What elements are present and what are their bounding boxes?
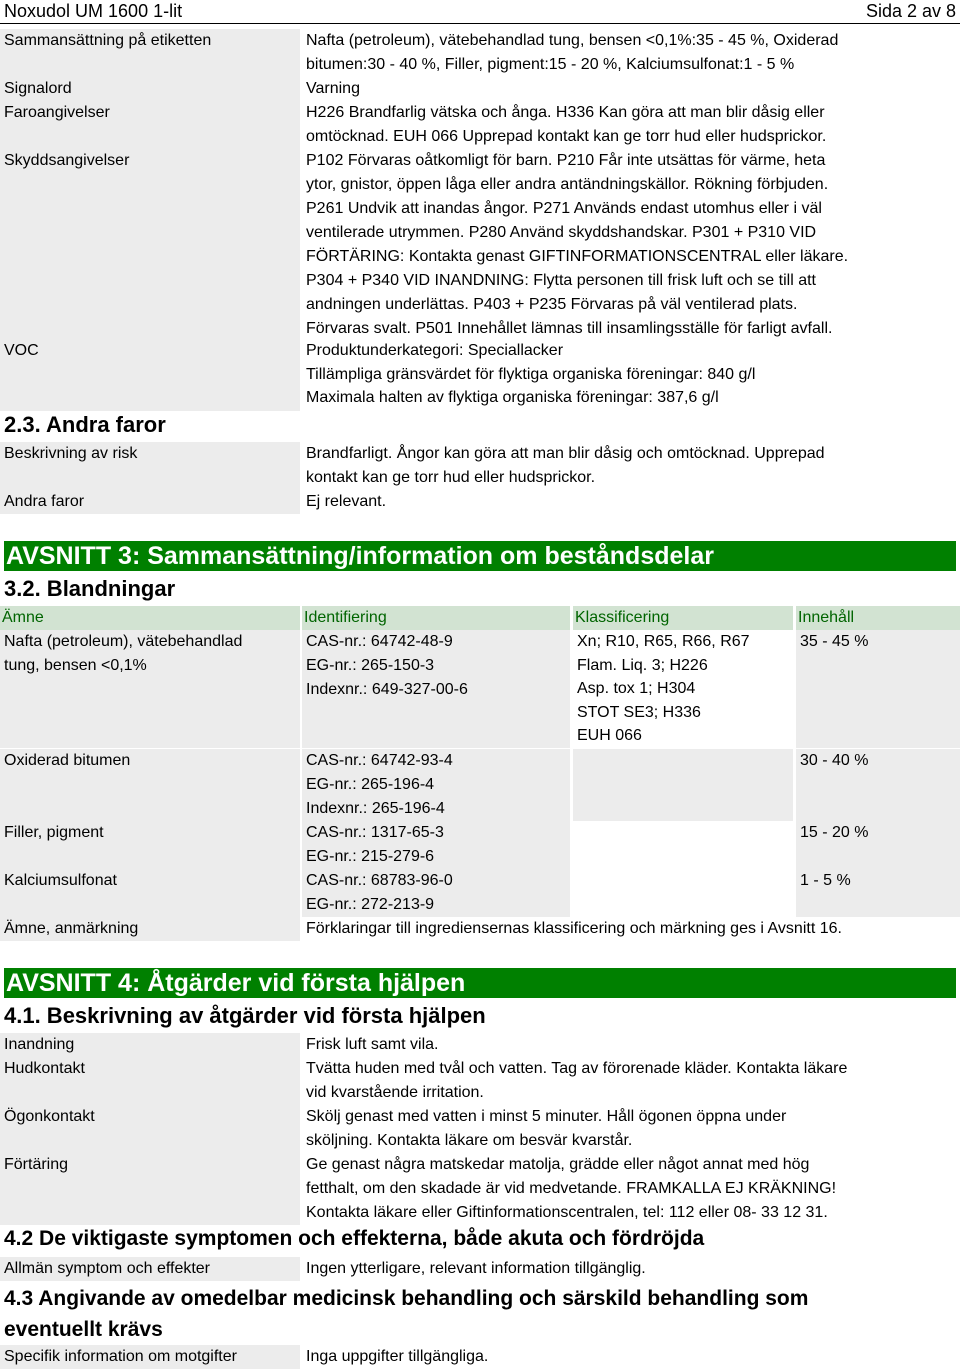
label-general-symptoms: Allmän symptom och effekter <box>4 1260 211 1277</box>
label-skin-contact: Hudkontakt <box>4 1060 85 1077</box>
section-3-2-heading: 3.2. Blandningar <box>4 576 176 601</box>
table-row-2-substance: Oxiderad bitumen <box>4 752 131 769</box>
table-row-1-classification: Xn; R10, R65, R66, R67 Flam. Liq. 3; H226 Asp. tox 1; H304 STOT SE3; H336 EUH 066 <box>577 633 750 744</box>
label-precautionary-statements: Skyddsangivelser <box>4 152 130 169</box>
label-inhalation: Inandning <box>4 1036 75 1053</box>
table-row-3-substance: Filler, pigment <box>4 824 104 841</box>
value-ingestion: Ge genast några matskedar matolja, grädde eller något annat med hög fetthalt, om den skadade är vid medvetande. FRAMKALLA EJ KRÄKNING! Kontakta läkare eller Giftinformationscentralen, tel: 112 eller 08- 33 12 31. <box>306 1156 837 1221</box>
header-divider <box>0 23 960 24</box>
col-header-classification: Klassificering <box>573 606 793 630</box>
value-signal-word: Varning <box>306 80 360 97</box>
label-hazard-statements: Faroangivelser <box>4 104 110 121</box>
section-4-1-heading: 4.1. Beskrivning av åtgärder vid första hjälpen <box>4 1003 486 1028</box>
col-header-identification: Identifiering <box>302 606 570 630</box>
table-row-4-identification: CAS-nr.: 68783-96-0 EG-nr.: 272-213-9 <box>306 872 453 913</box>
label-substance-remark: Ämne, anmärkning <box>4 920 139 937</box>
table-row-1-identification: CAS-nr.: 64742-48-9 EG-nr.: 265-150-3 Indexnr.: 649-327-00-6 <box>306 633 468 698</box>
table-row-2-identification: CAS-nr.: 64742-93-4 EG-nr.: 265-196-4 Indexnr.: 265-196-4 <box>306 752 453 817</box>
table-row-4-substance: Kalciumsulfonat <box>4 872 117 889</box>
value-other-hazards: Ej relevant. <box>306 493 387 510</box>
value-risk-description: Brandfarligt. Ångor kan göra att man blir dåsig och omtöcknad. Upprepad kontakt kan ge torr hud eller hudsprickor. <box>306 445 825 486</box>
value-substance-remark: Förklaringar till ingrediensernas klassificering och märkning ges i Avsnitt 16. <box>306 920 842 937</box>
value-inhalation: Frisk luft samt vila. <box>306 1036 439 1053</box>
cell-shade <box>573 749 793 821</box>
table-row-1-substance: Nafta (petroleum), vätebehandlad tung, bensen <0,1% <box>4 633 243 674</box>
table-row-4-content: 1 - 5 % <box>800 872 851 889</box>
label-risk-description: Beskrivning av risk <box>4 445 138 462</box>
section-4-2-heading: 4.2 De viktigaste symptomen och effekterna, både akuta och fördröjda <box>4 1227 705 1250</box>
label-other-hazards: Andra faror <box>4 493 85 510</box>
label-voc: VOC <box>4 342 39 359</box>
value-general-symptoms: Ingen ytterligare, relevant information tillgänglig. <box>306 1260 646 1277</box>
section-4-title: AVSNITT 4: Åtgärder vid första hjälpen <box>4 968 956 998</box>
value-skin-contact: Tvätta huden med tvål och vatten. Tag av förorenade kläder. Kontakta läkare vid kvarstående irritation. <box>306 1060 848 1101</box>
value-antidote-info: Inga uppgifter tillgängliga. <box>306 1348 489 1365</box>
label-composition: Sammansättning på etiketten <box>4 32 212 49</box>
table-row-3-content: 15 - 20 % <box>800 824 869 841</box>
value-hazard-statements: H226 Brandfarlig vätska och ånga. H336 Kan göra att man blir dåsig eller omtöcknad. EUH 066 Upprepad kontakt kan ge torr hud eller hudsprickor. <box>306 104 827 145</box>
label-shade <box>0 339 300 411</box>
value-composition: Nafta (petroleum), vätebehandlad tung, bensen <0,1%:35 - 45 %, Oxiderad bitumen:30 - 40 %, Filler, pigment:15 - 20 %, Kalciumsulfonat:1 - 5 % <box>306 32 839 73</box>
page-number: Sida 2 av 8 <box>865 1 956 21</box>
value-voc: Produktunderkategori: Speciallacker Tillämpliga gränsvärdet för flyktiga organiska föreningar: 840 g/l Maximala halten av flyktiga organiska föreningar: 387,6 g/l <box>306 342 756 406</box>
table-row-2-content: 30 - 40 % <box>800 752 869 769</box>
col-header-substance: Ämne <box>0 606 300 630</box>
value-precautionary-statements: P102 Förvaras oåtkomligt för barn. P210 Får inte utsättas för värme, heta ytor, gnistor, öppen låga eller andra antändningskällor. Rökning förbjuden. P261 Undvik att inandas ångor. P271 Används endast utomhus eller i väl ventilerade utrymmen. P280 Använd skyddshandskar. P301 + P310 VID FÖRTÄRING: Kontakta genast GIFTINFORMATIONSCENTRAL eller läkare. P304 + P340 VID INANDNING: Flytta personen till frisk luft och se till att andningen underlättas. P403 + P235 Förvaras på väl ventilerad plats. Förvaras svalt. P501 Innehållet lämnas till insamlingsställe för farligt avfall. <box>306 152 849 337</box>
table-row-1-content: 35 - 45 % <box>800 633 869 650</box>
table-row-3-identification: CAS-nr.: 1317-65-3 EG-nr.: 215-279-6 <box>306 824 444 865</box>
section-2-3-heading: 2.3. Andra faror <box>4 412 166 437</box>
label-eye-contact: Ögonkontakt <box>4 1108 95 1125</box>
product-name: Noxudol UM 1600 1-lit <box>4 1 183 21</box>
label-antidote-info: Specifik information om motgifter <box>4 1348 237 1365</box>
section-3-title: AVSNITT 3: Sammansättning/information om beståndsdelar <box>4 541 956 571</box>
label-shade <box>0 149 300 339</box>
label-signal-word: Signalord <box>4 80 72 97</box>
value-eye-contact: Skölj genast med vatten i minst 5 minuter. Håll ögonen öppna under sköljning. Kontakta läkare om besvär kvarstår. <box>306 1108 787 1149</box>
label-ingestion: Förtäring <box>4 1156 69 1173</box>
col-header-content: Innehåll <box>796 606 960 630</box>
section-4-3-heading: 4.3 Angivande av omedelbar medicinsk behandling och särskild behandling som eventuellt krävs <box>4 1287 809 1341</box>
